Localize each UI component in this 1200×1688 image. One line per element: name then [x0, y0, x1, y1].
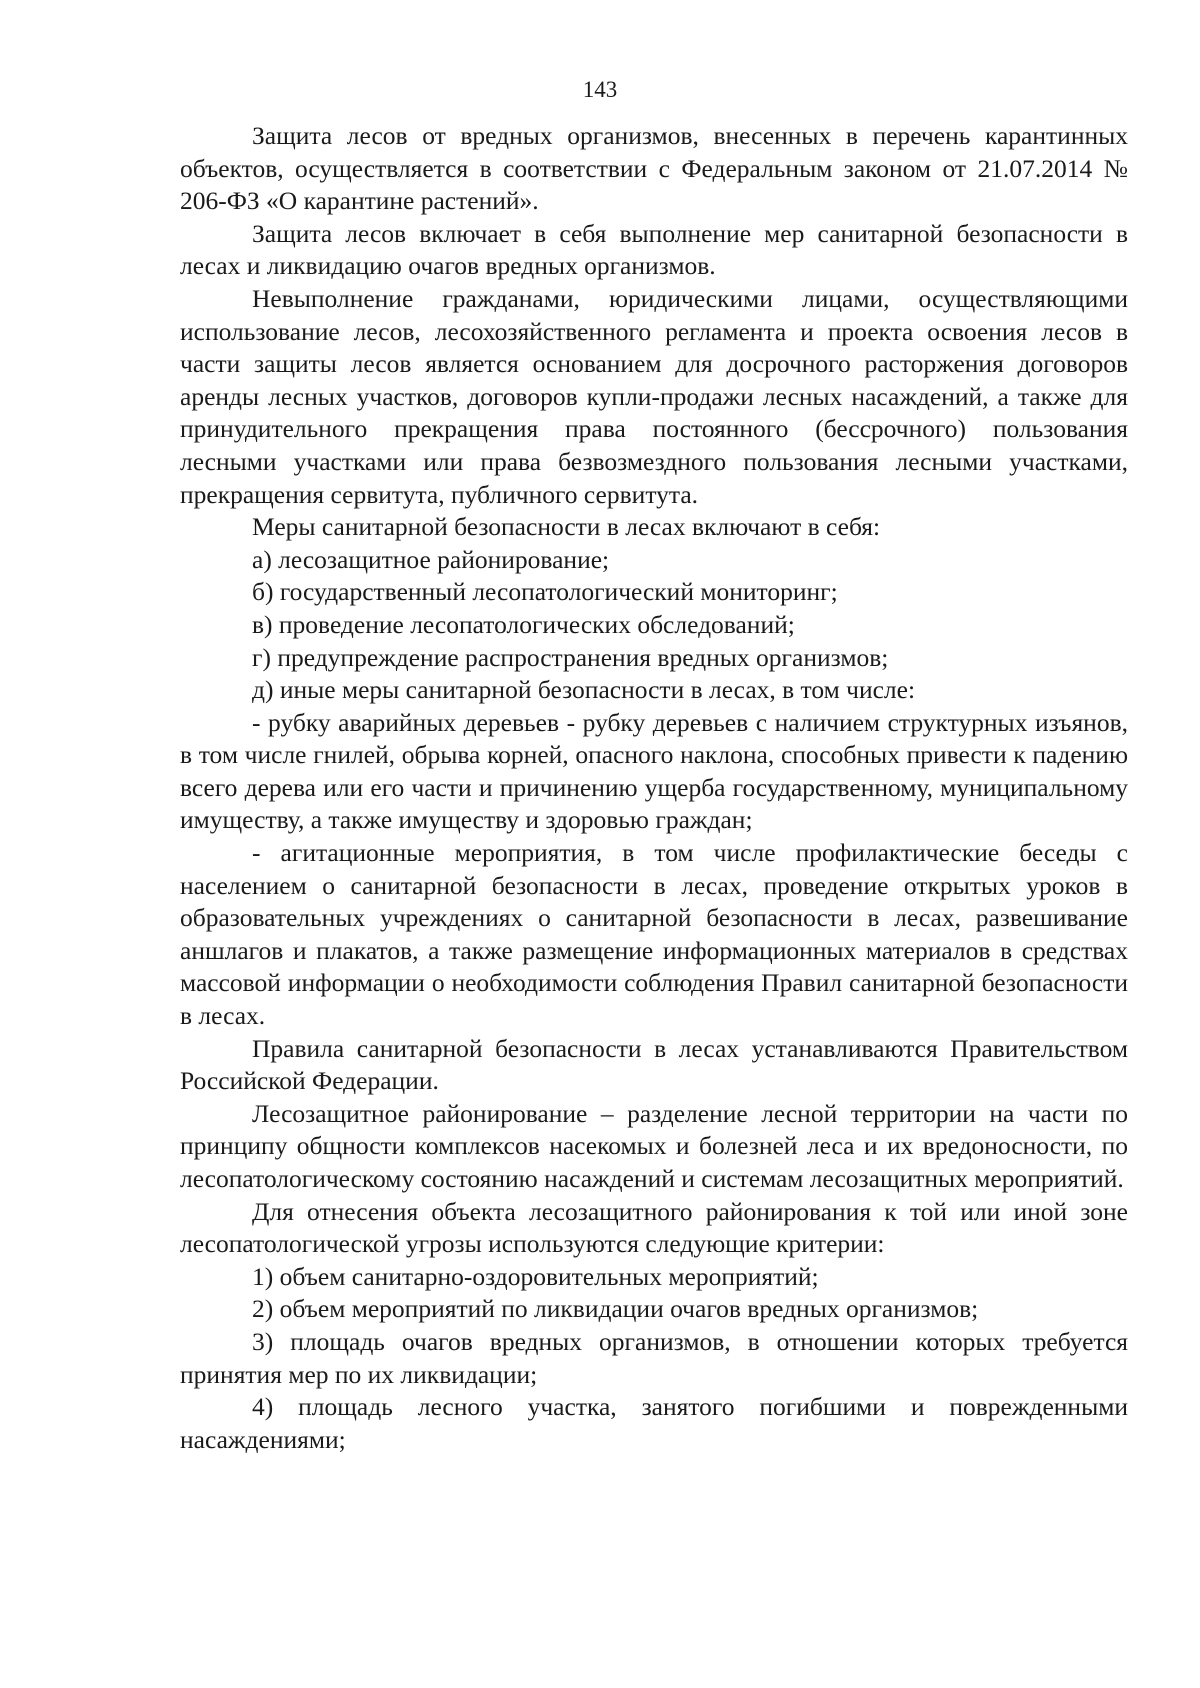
paragraph-forest-protection: Защита лесов включает в себя выполнение мер санитарной безопасности в лесах и ликвидацию очагов вредных организмов. [180, 218, 1128, 281]
paragraph-noncompliance: Невыполнение гражданами, юридическими лицами, осуществляющими использование лесов, лесохозяйственного регламента и проекта освоения лесов в части защиты лесов является основанием для досрочного расторжения договоров аренды лесных участков, договоров купли-продажи лесных насаждений, а также для принудительного прекращения права постоянного (бессрочного) пользования лесными участками или права безвозмездного пользования лесными участками, прекращения сервитута, публичного сервитута. [180, 283, 1128, 509]
paragraph-criteria-intro: Для отнесения объекта лесозащитного районирования к той или иной зоне лесопатологической угрозы используются следующие критерии: [180, 1196, 1128, 1259]
criteria-item-3: 3) площадь очагов вредных организмов, в отношении которых требуется принятия мер по их ликвидации; [180, 1326, 1128, 1389]
list-item-v: в) проведение лесопатологических обследований; [252, 609, 795, 639]
criteria-item-1: 1) объем санитарно-оздоровительных мероприятий; [252, 1261, 819, 1291]
dash-item-felling: - рубку аварийных деревьев - рубку деревьев с наличием структурных изъянов, в том числе гнилей, обрыва корней, опасного наклона, способных привести к падению всего дерева или его части и причинению ущерба государственному, муниципальному имуществу, а также имуществу и здоровью граждан; [180, 707, 1128, 835]
list-item-d: д) иные меры санитарной безопасности в лесах, в том числе: [252, 675, 916, 705]
paragraph-quarantine-law: Защита лесов от вредных организмов, внесенных в перечень карантинных объектов, осуществляется в соответствии с Федеральным законом от 21.07.2014 № 206-ФЗ «О карантине растений». [180, 121, 1128, 216]
list-item-a: а) лесозащитное районирование; [252, 544, 610, 574]
list-item-g: г) предупреждение распространения вредных организмов; [252, 642, 889, 672]
criteria-item-2: 2) объем мероприятий по ликвидации очагов вредных организмов; [252, 1294, 979, 1324]
paragraph-measures-intro: Меры санитарной безопасности в лесах включают в себя: [252, 512, 881, 542]
page-body [180, 120, 1128, 1456]
paragraph-rules-government: Правила санитарной безопасности в лесах устанавливаются Правительством Российской Федерации. [180, 1033, 1128, 1096]
page-number: 143 [582, 77, 618, 102]
list-item-b: б) государственный лесопатологический мониторинг; [252, 577, 838, 607]
dash-item-campaign: - агитационные мероприятия, в том числе профилактические беседы с населением о санитарной безопасности в лесах, проведение открытых уроков в образовательных учреждениях о санитарной безопасности в лесах, развешивание аншлагов и плакатов, а также размещение информационных материалов в средствах массовой информации о необходимости соблюдения Правил санитарной безопасности в лесах. [180, 838, 1128, 1031]
criteria-item-4: 4) площадь лесного участка, занятого погибшими и поврежденными насаждениями; [180, 1392, 1128, 1454]
paragraph-zoning-definition: Лесозащитное районирование – разделение лесной территории на части по принципу общности комплексов насекомых и болезней леса и их вредоносности, по лесопатологическому состоянию насаждений и системам лесозащитных мероприятий. [180, 1098, 1128, 1193]
